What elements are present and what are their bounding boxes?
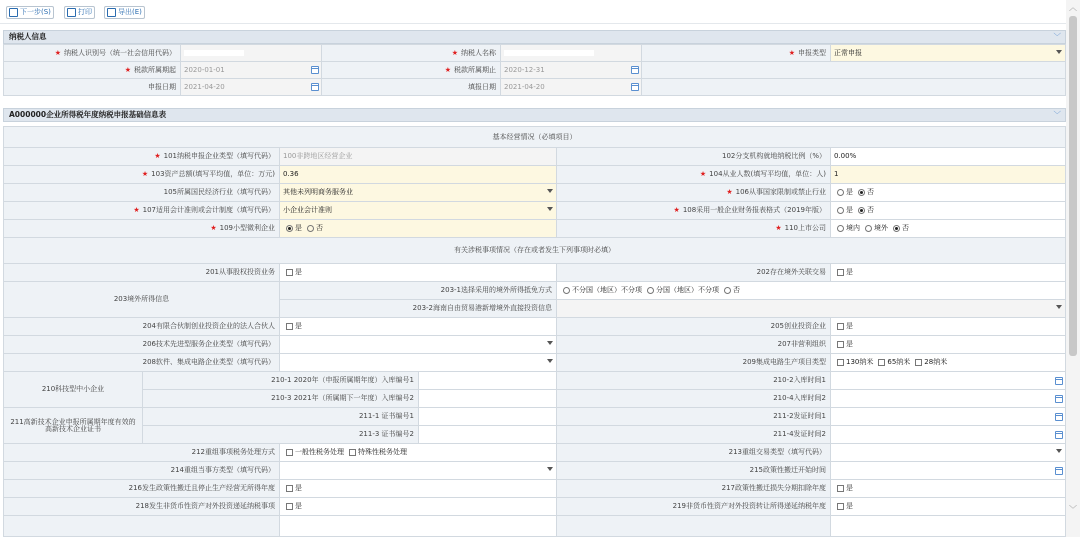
- r211-2-field[interactable]: [830, 407, 1066, 426]
- r214-label: 214重组当事方类型（填写代码）: [3, 461, 280, 480]
- r216-checkbox[interactable]: 是: [279, 479, 557, 498]
- r212-label: 212重组事项税务处理方式: [3, 443, 280, 462]
- r109-yes-radio[interactable]: [286, 225, 293, 232]
- period-start-field[interactable]: 2020-01-01: [180, 61, 322, 79]
- next-row-label: [556, 515, 831, 537]
- r219-checkbox[interactable]: 是: [830, 497, 1066, 516]
- r210-4-field[interactable]: [830, 389, 1066, 408]
- r210-2-field[interactable]: [830, 371, 1066, 390]
- collapse-icon[interactable]: ﹀: [1053, 32, 1061, 41]
- r210-3-field[interactable]: [418, 389, 557, 408]
- export-button[interactable]: 导出(E): [104, 6, 145, 19]
- r108-no-radio[interactable]: [858, 207, 865, 214]
- r210-3-label: 210-3 2021年（所属期下一年度）入库编号2: [142, 389, 419, 408]
- dropdown-arrow-icon: [547, 189, 553, 193]
- r103-field[interactable]: 0.36: [279, 165, 557, 184]
- r110-domestic-radio[interactable]: [837, 225, 844, 232]
- r206-label: 206技术先进型服务企业类型（填写代码）: [3, 335, 280, 354]
- r212-special-checkbox[interactable]: [349, 449, 356, 456]
- blank-cell: [641, 61, 1066, 79]
- r203-2-select[interactable]: [556, 299, 1066, 318]
- toolbar: [0, 0, 1066, 24]
- dropdown-arrow-icon: [547, 207, 553, 211]
- r210-2-label: 210-2入库时间1: [556, 371, 831, 390]
- taxpayer-name-field[interactable]: [500, 44, 642, 62]
- taxpayer-id-field[interactable]: [180, 44, 322, 62]
- r109-label: ★ 109小型微利企业: [3, 219, 280, 238]
- r208-select[interactable]: [279, 353, 557, 372]
- r103-label: ★ 103资产总额(填写平均值，单位：万元): [3, 165, 280, 184]
- r203-1-label: 203-1选择采用的境外所得抵免方式: [279, 281, 557, 300]
- r211-4-label: 211-4发证时间2: [556, 425, 831, 444]
- dropdown-arrow-icon: [1056, 449, 1062, 453]
- r203-1-option-a-radio[interactable]: [563, 287, 570, 294]
- print-button[interactable]: 打印: [64, 6, 95, 19]
- r205-label: 205创业投资企业: [556, 317, 831, 336]
- next-row-field[interactable]: [279, 515, 557, 537]
- period-end-label: ★ 税款所属期止: [321, 61, 501, 79]
- r203-1-radio-group[interactable]: 不分国（地区）不分项 分国（地区）不分项 否: [556, 281, 1066, 300]
- r106-no-radio[interactable]: [858, 189, 865, 196]
- r107-select[interactable]: 小企业会计准则: [279, 201, 557, 220]
- r204-checkbox[interactable]: 是: [279, 317, 557, 336]
- basic-info-header: 基本经营情况（必填项目）: [3, 126, 1066, 148]
- r201-checkbox[interactable]: 是: [279, 263, 557, 282]
- r201-label: 201从事股权投资业务: [3, 263, 280, 282]
- r108-label: ★ 108采用一般企业财务报表格式（2019年版）: [556, 201, 831, 220]
- r101-field[interactable]: 100非跨地区经营企业: [279, 147, 557, 166]
- r210-1-field[interactable]: [418, 371, 557, 390]
- r210-1-label: 210-1 2020年（申报所属期年度）入库编号1: [142, 371, 419, 390]
- r216-label: 216发生政策性搬迁且停止生产经营无所得年度: [3, 479, 280, 498]
- r215-label: 215政策性搬迁开始时间: [556, 461, 831, 480]
- r210-label: 210科技型中小企业: [3, 371, 143, 408]
- r110-radio-group[interactable]: 境内 境外 否: [830, 219, 1066, 238]
- calendar-icon[interactable]: [631, 66, 639, 74]
- r203-1-option-b-radio[interactable]: [647, 287, 654, 294]
- printer-icon: [67, 8, 76, 17]
- r205-checkbox[interactable]: 是: [830, 317, 1066, 336]
- r211-4-field[interactable]: [830, 425, 1066, 444]
- r208-label: 208软件、集成电路企业类型（填写代码）: [3, 353, 280, 372]
- scrollbar-thumb[interactable]: [1069, 16, 1077, 356]
- r102-label: 102分支机构就地纳税比例（%）: [556, 147, 831, 166]
- r214-select[interactable]: [279, 461, 557, 480]
- r206-select[interactable]: [279, 335, 557, 354]
- calendar-icon[interactable]: [1055, 467, 1063, 475]
- scroll-down-icon[interactable]: ﹀: [1069, 505, 1077, 514]
- r110-label: ★ 110上市公司: [556, 219, 831, 238]
- taxpayer-name-label: ★ 纳税人名称: [321, 44, 501, 62]
- special-items-header: 有关涉税事项情况（存在或者发生下列事项时必填）: [3, 237, 1066, 264]
- r105-select[interactable]: 其他未列明商务服务业: [279, 183, 557, 202]
- dropdown-arrow-icon: [547, 341, 553, 345]
- r212-general-checkbox[interactable]: [286, 449, 293, 456]
- calendar-icon[interactable]: [311, 66, 319, 74]
- r104-label: ★ 104从业人数(填写平均值，单位：人): [556, 165, 831, 184]
- r215-field[interactable]: [830, 461, 1066, 480]
- r211-2-label: 211-2发证时间1: [556, 407, 831, 426]
- r217-label: 217政策性搬迁损失分期扣除年度: [556, 479, 831, 498]
- r106-label: ★ 106从事国家限制或禁止行业: [556, 183, 831, 202]
- taxpayer-section-header[interactable]: 纳税人信息 ﹀: [3, 30, 1066, 44]
- r106-yes-radio[interactable]: [837, 189, 844, 196]
- r209-checkbox-group[interactable]: 130纳米 65纳米 28纳米: [830, 353, 1066, 372]
- r106-radio-group[interactable]: 是 否: [830, 183, 1066, 202]
- calendar-icon[interactable]: [311, 83, 319, 91]
- collapse-icon[interactable]: ﹀: [1053, 110, 1061, 119]
- r219-label: 219非货币性资产对外投资转让所得递延纳税年度: [556, 497, 831, 516]
- r212-checkbox-group[interactable]: 一般性税务处理 特殊性税务处理: [279, 443, 557, 462]
- r107-label: ★ 107适用会计准则或会计制度（填写代码）: [3, 201, 280, 220]
- r210-4-label: 210-4入库时间2: [556, 389, 831, 408]
- r211-1-label: 211-1 证书编号1: [142, 407, 419, 426]
- r209-28nm-checkbox[interactable]: [915, 359, 922, 366]
- taxpayer-id-label: ★ 纳税人识别号（统一社会信用代码）: [3, 44, 181, 62]
- r110-no-radio[interactable]: [893, 225, 900, 232]
- declare-type-select[interactable]: 正常申报: [830, 44, 1066, 62]
- r207-checkbox[interactable]: 是: [830, 335, 1066, 354]
- r102-field[interactable]: 0.00%: [830, 147, 1066, 166]
- save-icon: [9, 8, 18, 17]
- r110-overseas-radio[interactable]: [865, 225, 872, 232]
- r218-label: 218发生非货币性资产对外投资递延纳税事项: [3, 497, 280, 516]
- dropdown-arrow-icon: [1056, 305, 1062, 309]
- dropdown-arrow-icon: [547, 467, 553, 471]
- r101-label: ★ 101纳税申报企业类型（填写代码）: [3, 147, 280, 166]
- r203-label: 203境外所得信息: [3, 281, 280, 318]
- r109-radio-group[interactable]: 是 否: [279, 219, 557, 238]
- next-row-field[interactable]: [830, 515, 1066, 537]
- export-icon: [107, 8, 116, 17]
- next-step-button[interactable]: 下一步(S): [6, 6, 54, 19]
- r213-select[interactable]: [830, 443, 1066, 462]
- r203-2-label: 203-2海南自由贸易港新增境外直接投资信息: [279, 299, 557, 318]
- r108-radio-group[interactable]: 是 否: [830, 201, 1066, 220]
- r108-yes-radio[interactable]: [837, 207, 844, 214]
- r209-130nm-checkbox[interactable]: [837, 359, 844, 366]
- dropdown-arrow-icon: [1056, 50, 1062, 54]
- vertical-scrollbar[interactable]: [1066, 0, 1080, 537]
- period-start-label: ★ 税款所属期起: [3, 61, 181, 79]
- period-end-field[interactable]: 2020-12-31: [500, 61, 642, 79]
- r202-label: 202存在境外关联交易: [556, 263, 831, 282]
- r213-label: 213重组交易类型（填写代码）: [556, 443, 831, 462]
- declare-date-field[interactable]: 2021-04-20: [180, 78, 322, 96]
- r218-checkbox[interactable]: 是: [279, 497, 557, 516]
- r207-label: 207非营利组织: [556, 335, 831, 354]
- calendar-icon[interactable]: [1055, 413, 1063, 421]
- dropdown-arrow-icon: [547, 359, 553, 363]
- calendar-icon[interactable]: [631, 83, 639, 91]
- calendar-icon[interactable]: [1055, 377, 1063, 385]
- calendar-icon[interactable]: [1055, 395, 1063, 403]
- next-row-label: [3, 515, 280, 537]
- calendar-icon[interactable]: [1055, 431, 1063, 439]
- r209-65nm-checkbox[interactable]: [878, 359, 885, 366]
- scroll-up-icon[interactable]: ︿: [1069, 3, 1077, 12]
- r104-field[interactable]: 1: [830, 165, 1066, 184]
- r109-no-radio[interactable]: [307, 225, 314, 232]
- r105-label: 105所属国民经济行业（填写代码）: [3, 183, 280, 202]
- r204-label: 204有限合伙制创业投资企业的法人合伙人: [3, 317, 280, 336]
- fill-date-field[interactable]: 2021-04-20: [500, 78, 642, 96]
- form-section-header[interactable]: A000000企业所得税年度纳税申报基础信息表 ﹀: [3, 108, 1066, 122]
- declare-date-label: 申报日期: [3, 78, 181, 96]
- r211-label: 211高新技术企业申报所属期年度有效的高新技术企业证书: [3, 407, 143, 444]
- declare-type-label: ★ 申报类型: [641, 44, 831, 62]
- r203-1-no-radio[interactable]: [724, 287, 731, 294]
- blank-cell: [641, 78, 1066, 96]
- r217-checkbox[interactable]: 是: [830, 479, 1066, 498]
- r211-3-label: 211-3 证书编号2: [142, 425, 419, 444]
- fill-date-label: 填报日期: [321, 78, 501, 96]
- r209-label: 209集成电路生产项目类型: [556, 353, 831, 372]
- r211-3-field[interactable]: [418, 425, 557, 444]
- r211-1-field[interactable]: [418, 407, 557, 426]
- r202-checkbox[interactable]: 是: [830, 263, 1066, 282]
